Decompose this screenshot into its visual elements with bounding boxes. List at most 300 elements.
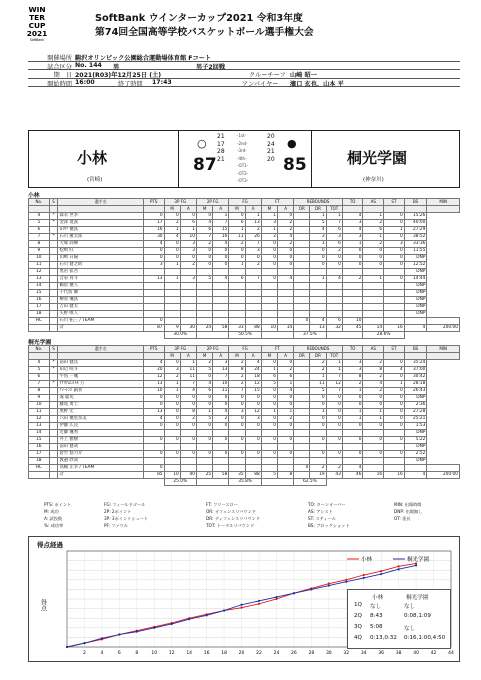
table-cell [196,290,212,297]
column-subheader: A [180,206,196,213]
table-cell: DNP [404,290,427,297]
table-cell: 8 [342,374,363,381]
table-cell [49,458,58,465]
table-cell: * [49,360,58,367]
away-boxscore [28,345,460,486]
table-cell: 7 [326,388,342,395]
table-cell: 11 [213,388,229,395]
column-subheader: A [277,353,293,360]
table-cell: 4 [196,220,212,227]
table-cell [277,430,293,437]
table-cell [294,290,310,297]
table-cell: 大塚 尚輝 [58,241,143,248]
table-cell: 7 [229,388,245,395]
table-cell: 2 [229,374,245,381]
table-cell: 2 [196,241,212,248]
table-header-row [29,199,460,206]
data-point [345,579,347,581]
table-cell: 2 [229,360,245,367]
table-cell: 0 [342,451,363,458]
table-cell: 倉竹 悠力介 [58,451,143,458]
table-cell: 4 [404,472,427,479]
table-cell: 0 [277,451,293,458]
table-cell: 0 [363,451,384,458]
data-point [398,568,400,570]
table-cell: 4 [213,241,229,248]
quarter-row [215,163,285,171]
table-cell [277,444,293,451]
table-cell: 0 [143,213,164,220]
table-cell: 19 [310,472,326,479]
home-team-name: 小林 [77,149,108,167]
table-cell [143,444,164,451]
table-cell: 0 [213,262,229,269]
table-cell [143,311,164,318]
home-lead-times: 8:43 [370,613,383,619]
table-cell: DNP [404,283,427,290]
table-cell: 0 [277,437,293,444]
column-subheader [49,353,58,360]
table-cell: 6 [29,227,50,234]
table-cell: 0 [196,423,212,430]
table-cell [213,290,229,297]
table-cell: 2 [164,220,180,227]
quarter-label: -4th- [237,155,247,161]
table-cell [49,227,58,234]
table-cell [363,458,384,465]
table-cell: 26 [245,234,261,241]
quarter-home: 17 [217,140,225,148]
table-cell: 0 [277,262,293,269]
table-cell [294,437,310,444]
data-point [328,584,330,586]
table-cell [245,458,261,465]
table-cell: HC [29,465,50,472]
table-cell [196,444,212,451]
data-point [171,623,173,625]
table-cell [294,423,310,430]
score-progress-chart [28,536,460,662]
column-subheader: A [180,353,196,360]
table-cell [49,283,58,290]
table-cell: 3 [164,367,180,374]
table-cell: 58 [213,472,229,479]
table-cell: 0 [342,437,363,444]
table-cell: 6 [363,227,384,234]
table-cell: 43 [326,472,342,479]
table-cell: 8 [29,388,50,395]
player-row [29,423,460,430]
table-cell: 0 [213,395,229,402]
table-cell: 1 [310,409,326,416]
player-row [29,297,460,304]
table-cell [213,311,229,318]
quarter-label: -2nd- [237,140,248,146]
page-subtitle: 第74回全国高等学校バスケットボール選手権大会 [95,27,314,38]
table-cell: 0 [384,374,405,381]
table-cell: 0 [277,395,293,402]
table-cell: 10 [143,388,164,395]
column-subheader: A [245,206,261,213]
table-cell: 30:42 [404,374,427,381]
percentage-cell [196,332,228,339]
table-cell [326,311,342,318]
table-cell: 千代島 耀 [58,290,143,297]
table-cell: 計 [58,325,143,332]
table-cell: 1 [261,367,277,374]
table-cell [277,283,293,290]
table-cell: 3 [384,241,405,248]
column-subheader: OR [294,353,310,360]
x-tick-label: 44 [448,651,454,656]
table-cell [213,458,229,465]
table-cell [326,290,342,297]
table-cell: 5 [261,472,277,479]
table-cell: DNP [404,304,427,311]
table-cell [143,290,164,297]
table-cell [180,297,196,304]
table-cell [363,283,384,290]
table-cell: 2 [277,241,293,248]
table-cell [49,395,58,402]
table-cell: 黒岩 拡吾 [58,269,143,276]
table-cell: 0 [294,318,310,325]
quarter-away: 20 [267,155,275,163]
table-cell: 1 [363,213,384,220]
table-cell: 0 [180,213,196,220]
table-cell: 200:00 [427,325,460,332]
table-cell: 0 [363,395,384,402]
table-cell: 11:55 [404,248,427,255]
table-cell: DNP [404,297,427,304]
table-cell [294,269,310,276]
table-cell: 15 [29,290,50,297]
table-cell: 0 [384,388,405,395]
table-cell: 1 [164,381,180,388]
table-cell: 2 [326,465,342,472]
table-cell: 0 [310,451,326,458]
column-subheader: A [213,353,229,360]
table-cell: 2 [213,416,229,423]
table-cell [164,290,180,297]
table-cell: 9 [164,325,180,332]
abbr-item: 2P: 2ポイント [104,509,132,514]
abbr-row [44,509,464,516]
table-cell: 1 [363,409,384,416]
table-cell: 0 [310,402,326,409]
quarter-away: 21 [267,148,275,155]
percentage-cell: 28.6% [363,332,404,339]
data-point [188,618,190,620]
column-subheader [384,206,405,213]
table-cell: 石川 拓三 / TEAM [58,318,143,325]
abbr-item: %: 成功率 [44,523,64,528]
table-cell [294,374,310,381]
table-cell: 7 [245,276,261,283]
table-cell: 2 [310,465,326,472]
table-cell: 14 [29,283,50,290]
table-cell [164,269,180,276]
page-title: SoftBank ウインターカップ2021 令和3年度 [95,13,303,24]
table-cell: 1 [384,381,405,388]
table-cell: 0 [261,451,277,458]
percentage-cell: 35.8% [229,479,261,486]
table-cell: 0 [363,437,384,444]
table-cell [49,304,58,311]
table-cell: 17 [29,451,50,458]
table-cell [49,262,58,269]
column-header: BS [404,346,427,353]
table-cell: 5 [29,220,50,227]
table-cell: 六田 優星奈美 [58,416,143,423]
table-cell: 6 [277,374,293,381]
table-cell [261,318,277,325]
table-cell: 4 [342,227,363,234]
player-row [29,304,460,311]
data-point [206,614,208,616]
quarter-row [215,133,285,141]
column-header: MIN [427,346,460,353]
table-cell: 2 [363,360,384,367]
table-cell: 0 [310,423,326,430]
data-point [240,604,242,606]
table-cell [294,255,310,262]
table-cell [363,311,384,318]
table-cell [143,283,164,290]
table-cell [261,311,277,318]
away-lead-times: 0:16,1:00,4:50 [404,635,446,641]
data-point [275,596,277,598]
home-section-title: 小林 [28,193,40,199]
table-cell [49,290,58,297]
table-cell: 1 [180,360,196,367]
table-cell [277,297,293,304]
table-cell [294,388,310,395]
x-tick-label: 2 [83,651,86,656]
column-subheader: TOT [326,353,342,360]
table-cell [164,297,180,304]
player-row [29,402,460,409]
table-cell [326,444,342,451]
table-cell [245,269,261,276]
abbr-item: AS: アシスト [308,509,333,514]
table-cell [277,311,293,318]
table-cell: 14 [29,430,50,437]
table-cell [363,304,384,311]
table-cell: 6 [261,374,277,381]
table-cell: 0 [326,262,342,269]
table-cell: 4 [342,465,363,472]
table-cell: 1 [384,227,405,234]
table-cell: 1 [261,227,277,234]
table-cell: 14 [277,325,293,332]
table-cell: 0 [310,262,326,269]
table-cell: 0 [326,416,342,423]
table-cell [229,444,245,451]
column-subheader [404,206,427,213]
table-cell [384,290,405,297]
table-cell: 4 [143,241,164,248]
player-row [29,430,460,437]
player-row [29,451,460,458]
table-cell: 1 [261,409,277,416]
table-cell: 4 [404,325,427,332]
table-cell: 0 [229,248,245,255]
table-cell: 3 [143,262,164,269]
table-cell [49,269,58,276]
table-cell [180,465,196,472]
table-cell: 3 [245,416,261,423]
player-row [29,360,460,367]
table-cell [404,465,427,472]
table-cell [294,402,310,409]
column-header: MIN [427,199,460,206]
table-cell: 0 [342,248,363,255]
x-tick-label: 40 [413,651,419,656]
percentage-cell: 62.5% [294,479,326,486]
player-row [29,381,460,388]
table-cell: * [49,381,58,388]
table-cell [294,360,310,367]
x-tick-label: 22 [256,651,262,656]
table-cell: 0 [196,213,212,220]
table-cell: 計 [58,472,143,479]
table-cell: 10 [342,318,363,325]
table-cell: 1 [164,276,180,283]
table-cell: 渡邉 欣哉 [58,458,143,465]
table-cell: 松崎 旺 [58,248,143,255]
player-row [29,248,460,255]
table-cell [363,269,384,276]
quarter-away: 20 [267,133,275,140]
x-tick-label: 32 [343,651,350,656]
quarter-label: 1Q [354,602,362,608]
table-cell [143,458,164,465]
table-cell: 0 [261,241,277,248]
away-section-title: 桐光学園 [28,340,52,346]
abbr-item: FT: フリースロー [206,502,238,507]
column-header: 選手名 [58,199,143,206]
table-cell: 0 [229,451,245,458]
home-prefecture: (宮崎) [87,177,103,183]
table-cell: 0 [384,255,405,262]
table-cell [384,311,405,318]
player-row [29,262,460,269]
winter-cup-logo: WIN TER CUP 2021 SoftBank [26,5,48,42]
table-cell: 30 [143,234,164,241]
table-cell [164,465,180,472]
table-cell: 13 [143,276,164,283]
table-cell [294,248,310,255]
table-cell [384,297,405,304]
table-cell: 0 [310,255,326,262]
column-header: TO [342,346,363,353]
table-cell: 0 [261,395,277,402]
table-cell: 0 [363,262,384,269]
data-point [258,603,260,605]
table-cell: 音泉 育斗 [58,276,143,283]
table-cell [196,269,212,276]
x-tick-label: 10 [151,651,158,656]
column-subheader [49,206,58,213]
table-cell [196,465,212,472]
x-tick-label: 30 [325,651,332,656]
table-cell: 0 [326,423,342,430]
table-cell: 0 [342,402,363,409]
table-cell [294,416,310,423]
table-cell: 0 [245,423,261,430]
abbr-row [44,502,464,509]
column-header: No. [29,199,50,206]
table-cell: 0 [164,409,180,416]
table-cell [363,465,384,472]
data-point [66,646,68,648]
data-point [293,592,295,594]
table-cell: 0 [196,437,212,444]
table-cell: 4 [164,234,180,241]
table-cell [342,311,363,318]
table-cell: 0 [196,374,212,381]
table-cell [363,290,384,297]
quarter-label: -1st- [237,133,247,138]
table-cell [294,472,310,479]
quarter-home: 28 [217,148,225,155]
table-cell [294,381,310,388]
table-cell [49,402,58,409]
table-cell: 7 [213,374,229,381]
quarter-label: -OT2- [237,170,249,176]
table-cell: 0 [277,402,293,409]
table-cell: 1 [310,241,326,248]
table-cell [294,304,310,311]
table-cell [326,304,342,311]
table-cell: 0 [164,255,180,262]
table-cell [245,283,261,290]
table-cell [294,227,310,234]
table-cell: 0 [143,402,164,409]
home-lead-times: なし [370,604,382,610]
table-cell: 2 [229,381,245,388]
table-cell: 0 [229,423,245,430]
table-cell: 1:53 [404,423,427,430]
table-cell [49,465,58,472]
column-subheader: M [229,353,245,360]
table-cell [384,465,405,472]
table-cell: DNP [404,430,427,437]
table-cell: 7 [29,234,50,241]
column-subheader: M [164,206,180,213]
table-cell: 0 [261,402,277,409]
data-point [118,633,120,635]
table-cell: 3 [229,409,245,416]
table-cell: 4 [363,381,384,388]
table-cell: 高橋 正幸 / TEAM [58,465,143,472]
column-header: REBOUNDS [294,346,343,353]
table-cell: 3 [180,248,196,255]
table-cell: 6 [29,374,50,381]
player-row [29,255,460,262]
table-cell: 0 [363,402,384,409]
table-cell: 10 [164,472,180,479]
table-cell: 7 [29,381,50,388]
table-cell: 12 [326,381,342,388]
table-cell: DNP [404,255,427,262]
table-cell: 0 [180,402,196,409]
table-cell: 16 [213,234,229,241]
table-cell [49,248,58,255]
quarter-row [215,148,285,156]
table-cell [229,297,245,304]
